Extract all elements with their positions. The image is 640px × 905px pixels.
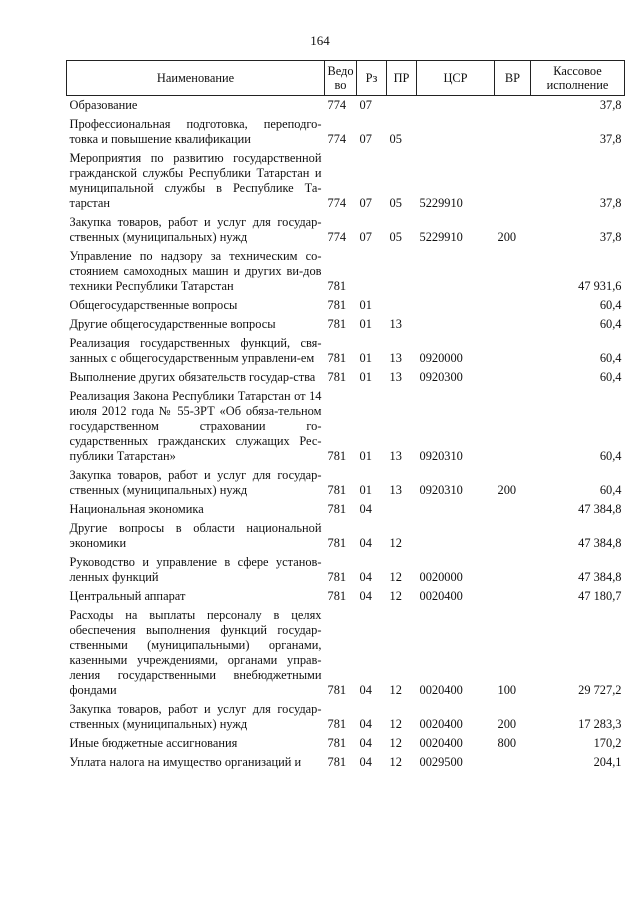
header-csr: ЦСР [417, 61, 495, 96]
cell-rz: 01 [359, 317, 372, 331]
cell-ved: 781 [327, 683, 347, 697]
cell-name: Реализация государственных функций, свя-занных с общегосударственным управлени-ем [69, 336, 322, 365]
cell-vr [495, 315, 531, 334]
cell-pr: 13 [389, 483, 402, 497]
cell-sum: 47 384,8 [578, 502, 622, 516]
cell-pr: 13 [389, 449, 402, 463]
cell-sum: 60,4 [599, 483, 622, 497]
cell-sum: 170,2 [593, 736, 622, 750]
table-row [67, 149, 625, 213]
cell-sum: 60,4 [599, 370, 622, 384]
cell-csr: 0920300 [419, 370, 463, 384]
cell-name: Национальная экономика [69, 502, 204, 516]
table-row [67, 296, 625, 315]
table-row [67, 519, 625, 553]
cell-pr: 05 [389, 132, 402, 146]
cell-vr [495, 368, 531, 387]
cell-ved: 781 [327, 717, 347, 731]
cell-vr [495, 247, 531, 296]
cell-csr [417, 96, 495, 116]
cell-vr [495, 334, 531, 368]
header-pr: ПР [387, 61, 417, 96]
cell-csr: 5229910 [419, 196, 463, 210]
cell-ved: 774 [327, 98, 347, 112]
cell-rz: 04 [359, 589, 372, 603]
cell-csr: 0920000 [419, 351, 463, 365]
cell-vr [495, 296, 531, 315]
cell-rz [357, 247, 387, 296]
cell-rz: 01 [359, 351, 372, 365]
cell-name: Иные бюджетные ассигнования [69, 736, 238, 750]
cell-name: Профессиональная подготовка, переподго-товка и повышение квалификации [69, 117, 322, 146]
cell-ved: 781 [327, 589, 347, 603]
table-body [67, 96, 625, 773]
cell-csr: 0020400 [419, 736, 463, 750]
cell-ved: 781 [327, 536, 347, 550]
cell-name: Другие общегосударственные вопросы [69, 317, 276, 331]
cell-sum: 204,1 [593, 755, 622, 769]
cell-vr [495, 587, 531, 606]
table-row [67, 247, 625, 296]
cell-pr: 12 [389, 589, 402, 603]
cell-ved: 781 [327, 570, 347, 584]
table-row [67, 753, 625, 772]
cell-sum: 60,4 [599, 351, 622, 365]
cell-name: Закупка товаров, работ и услуг для государ-ственных (муниципальных) нужд [69, 702, 322, 731]
cell-rz: 07 [359, 132, 372, 146]
cell-sum: 37,8 [599, 132, 622, 146]
cell-csr [417, 500, 495, 519]
cell-rz: 04 [359, 570, 372, 584]
table-row [67, 466, 625, 500]
cell-csr: 0029500 [419, 755, 463, 769]
cell-name: Выполнение других обязательств государ-ства [69, 370, 316, 384]
table-row [67, 115, 625, 149]
cell-pr: 12 [389, 536, 402, 550]
cell-rz: 04 [359, 736, 372, 750]
cell-sum: 60,4 [599, 449, 622, 463]
cell-vr [495, 753, 531, 772]
cell-rz: 01 [359, 449, 372, 463]
cell-csr: 0020400 [419, 683, 463, 697]
cell-ved: 781 [327, 317, 347, 331]
cell-pr: 05 [389, 230, 402, 244]
cell-name: Центральный аппарат [69, 589, 186, 603]
cell-csr: 0020000 [419, 570, 463, 584]
cell-pr [387, 500, 417, 519]
table-row [67, 734, 625, 753]
cell-csr [417, 519, 495, 553]
cell-rz: 07 [359, 230, 372, 244]
header-sum: Кассовое исполнение [531, 61, 625, 96]
cell-name: Управление по надзору за техническим со-стоянием самоходных машин и других ви-дов техники Республики Татарстан [69, 249, 322, 293]
cell-name: Расходы на выплаты персоналу в целях обеспечения выполнения функций государ-ственными (муниципальными) органами, казенными учреждениями, органами управ-ления государственными внебюджетными фондами [69, 608, 322, 697]
cell-vr [495, 96, 531, 116]
cell-rz: 01 [359, 370, 372, 384]
cell-rz: 07 [359, 196, 372, 210]
table-row [67, 315, 625, 334]
table-row [67, 387, 625, 466]
table-row [67, 96, 625, 116]
cell-vr [495, 519, 531, 553]
cell-rz: 01 [359, 298, 372, 312]
cell-pr: 13 [389, 317, 402, 331]
table-row [67, 213, 625, 247]
table-header [67, 61, 625, 96]
cell-name: Руководство и управление в сфере установ-ленных функций [69, 555, 322, 584]
cell-rz: 01 [359, 483, 372, 497]
cell-sum: 37,8 [599, 196, 622, 210]
cell-name: Общегосударственные вопросы [69, 298, 238, 312]
cell-sum: 37,8 [599, 230, 622, 244]
cell-ved: 774 [327, 230, 347, 244]
cell-csr: 0020400 [419, 589, 463, 603]
header-ved: Ведо во [325, 61, 357, 96]
cell-vr: 200 [497, 717, 517, 731]
header-rz: Рз [357, 61, 387, 96]
cell-name: Закупка товаров, работ и услуг для государ-ственных (муниципальных) нужд [69, 215, 322, 244]
cell-ved: 781 [327, 370, 347, 384]
cell-rz: 04 [359, 536, 372, 550]
cell-sum: 47 931,6 [578, 279, 622, 293]
cell-pr: 05 [389, 196, 402, 210]
cell-ved: 781 [327, 736, 347, 750]
cell-pr: 13 [389, 370, 402, 384]
cell-pr: 12 [389, 755, 402, 769]
cell-csr: 5229910 [419, 230, 463, 244]
cell-ved: 781 [327, 483, 347, 497]
table-row [67, 334, 625, 368]
cell-ved: 774 [327, 132, 347, 146]
header-vr: ВР [495, 61, 531, 96]
table-row [67, 587, 625, 606]
table-row [67, 500, 625, 519]
table-row [67, 700, 625, 734]
cell-csr: 0920310 [419, 449, 463, 463]
table-row [67, 368, 625, 387]
cell-rz: 04 [359, 755, 372, 769]
cell-sum: 29 727,2 [578, 683, 622, 697]
table-row [67, 553, 625, 587]
cell-csr [417, 315, 495, 334]
cell-vr: 100 [497, 683, 517, 697]
cell-pr [387, 96, 417, 116]
cell-csr [417, 296, 495, 315]
cell-rz: 04 [359, 502, 372, 516]
cell-rz: 07 [359, 98, 372, 112]
cell-name: Мероприятия по развитию государственной гражданской службы Республики Татарстан и муниципальной службы в Республике Та-тарстан [69, 151, 322, 210]
header-name: Наименование [67, 61, 325, 96]
cell-name: Другие вопросы в области национальной экономики [69, 521, 322, 550]
cell-sum: 37,8 [599, 98, 622, 112]
cell-pr: 12 [389, 570, 402, 584]
cell-vr: 200 [497, 230, 517, 244]
table-row [67, 606, 625, 700]
cell-pr: 12 [389, 717, 402, 731]
cell-ved: 781 [327, 502, 347, 516]
cell-ved: 781 [327, 298, 347, 312]
cell-name: Уплата налога на имущество организаций и [69, 755, 302, 769]
cell-name: Образование [69, 98, 138, 112]
cell-ved: 781 [327, 755, 347, 769]
cell-pr: 12 [389, 683, 402, 697]
cell-name: Закупка товаров, работ и услуг для государ-ственных (муниципальных) нужд [69, 468, 322, 497]
budget-table [66, 60, 625, 772]
cell-csr [417, 115, 495, 149]
cell-rz: 04 [359, 717, 372, 731]
cell-sum: 60,4 [599, 298, 622, 312]
cell-vr [495, 500, 531, 519]
cell-sum: 47 180,7 [578, 589, 622, 603]
cell-vr [495, 115, 531, 149]
cell-csr [417, 247, 495, 296]
page-number: 164 [310, 33, 330, 48]
cell-vr: 200 [497, 483, 517, 497]
cell-vr [495, 553, 531, 587]
cell-vr: 800 [497, 736, 517, 750]
cell-csr: 0020400 [419, 717, 463, 731]
cell-ved: 781 [327, 449, 347, 463]
cell-csr: 0920310 [419, 483, 463, 497]
cell-pr: 13 [389, 351, 402, 365]
cell-ved: 781 [327, 279, 347, 293]
cell-pr [387, 296, 417, 315]
cell-sum: 47 384,8 [578, 570, 622, 584]
cell-sum: 60,4 [599, 317, 622, 331]
cell-pr [387, 247, 417, 296]
cell-name: Реализация Закона Республики Татарстан от 14 июля 2012 года № 55-ЗРТ «Об обяза-тельном государственном страховании го-сударственных гражданских служащих Рес-публики Татарстан» [69, 389, 322, 463]
cell-pr: 12 [389, 736, 402, 750]
cell-rz: 04 [359, 683, 372, 697]
cell-sum: 47 384,8 [578, 536, 622, 550]
cell-sum: 17 283,3 [578, 717, 622, 731]
cell-ved: 774 [327, 196, 347, 210]
cell-vr [495, 149, 531, 213]
cell-ved: 781 [327, 351, 347, 365]
cell-vr [495, 387, 531, 466]
